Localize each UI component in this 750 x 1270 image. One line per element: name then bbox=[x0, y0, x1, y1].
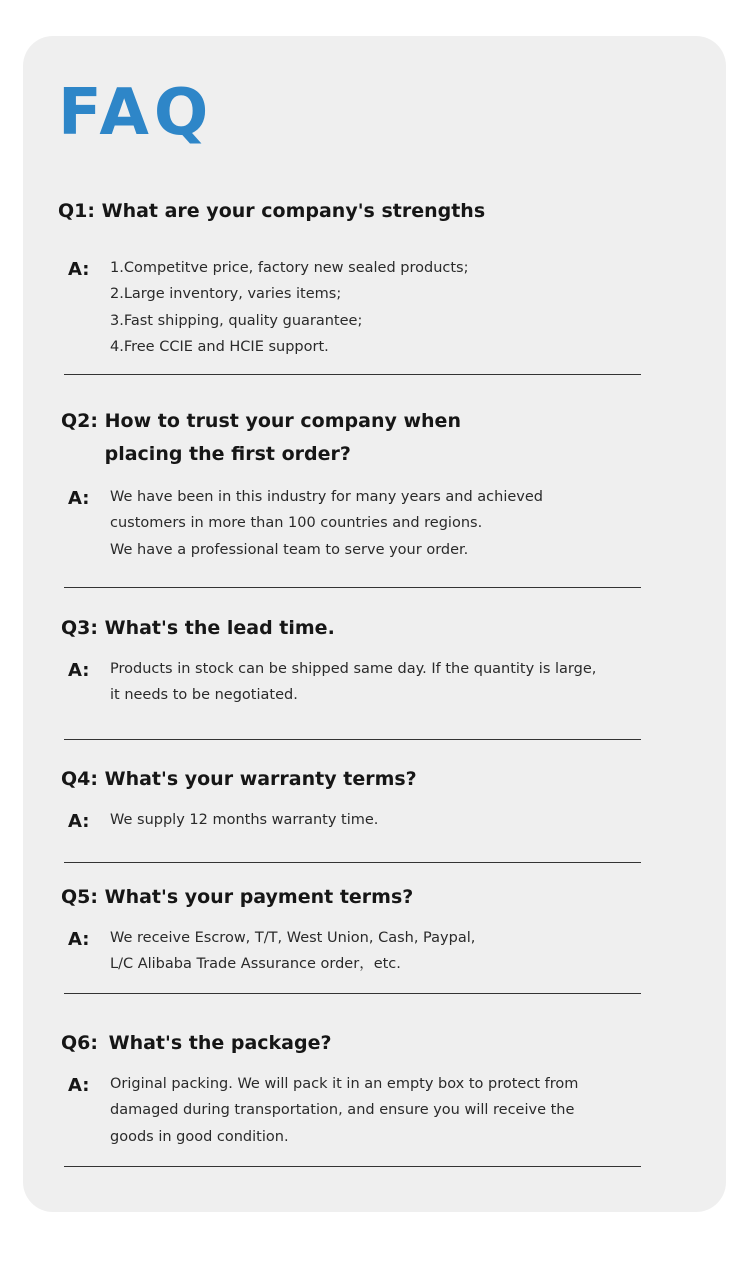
answer-line: 2.Large inventory, varies items; bbox=[110, 286, 342, 303]
answer-line: We receive Escrow, T/T, West Union, Cash, Paypal, bbox=[110, 930, 476, 946]
divider bbox=[64, 374, 641, 375]
answer-label: A: bbox=[68, 1075, 90, 1096]
question-text: What are your company's strengths bbox=[101, 200, 486, 222]
faq-answer-3 bbox=[110, 656, 650, 709]
question-label: Q5: bbox=[61, 886, 98, 908]
answer-line: We supply 12 months warranty time. bbox=[110, 812, 379, 828]
answer-line: Products in stock can be shipped same day. If the quantity is large, bbox=[110, 661, 597, 677]
faq-answer-2 bbox=[110, 484, 650, 563]
question-text: What's the lead time. bbox=[104, 617, 335, 639]
answer-label: A: bbox=[68, 660, 90, 681]
answer-line: 1.Competitve price, factory new sealed products; bbox=[110, 260, 469, 276]
divider bbox=[64, 1166, 641, 1167]
answer-line: it needs to be negotiated. bbox=[110, 687, 298, 704]
question-label: Q4: bbox=[61, 768, 98, 790]
answer-line: Original packing. We will pack it in an empty box to protect from bbox=[110, 1076, 579, 1092]
answer-line: We have a professional team to serve your order. bbox=[110, 541, 469, 558]
question-label: Q2: bbox=[61, 410, 98, 432]
answer-label: A: bbox=[68, 811, 90, 832]
question-label: Q6: bbox=[61, 1032, 98, 1054]
question-label: Q3: bbox=[61, 617, 98, 639]
answer-line: goods in good condition. bbox=[110, 1128, 289, 1145]
faq-question-6 bbox=[61, 1027, 332, 1060]
question-label: Q1: bbox=[58, 200, 95, 222]
faq-answer-1 bbox=[110, 255, 650, 360]
divider bbox=[64, 862, 641, 863]
answer-label: A: bbox=[68, 929, 90, 950]
page-title: FAQ bbox=[58, 76, 214, 150]
answer-line: damaged during transportation, and ensure you will receive the bbox=[110, 1102, 575, 1119]
faq-question-1 bbox=[58, 195, 485, 228]
divider bbox=[64, 993, 641, 994]
answer-line: 4.Free CCIE and HCIE support. bbox=[110, 338, 329, 355]
faq-answer-6 bbox=[110, 1071, 650, 1150]
answer-line: We have been in this industry for many years and achieved bbox=[110, 489, 543, 505]
divider bbox=[64, 739, 641, 740]
faq-question-3 bbox=[61, 612, 335, 645]
answer-line: customers in more than 100 countries and regions. bbox=[110, 515, 483, 532]
answer-label: A: bbox=[68, 488, 90, 509]
question-text: What's your payment terms? bbox=[104, 886, 414, 908]
faq-question-4 bbox=[61, 763, 417, 796]
faq-answer-5 bbox=[110, 925, 650, 978]
divider bbox=[64, 587, 641, 588]
faq-question-2 bbox=[61, 405, 545, 471]
answer-label: A: bbox=[68, 259, 90, 280]
answer-line: 3.Fast shipping, quality guarantee; bbox=[110, 312, 363, 329]
answer-line: L/C Alibaba Trade Assurance order，etc. bbox=[110, 956, 401, 973]
faq-question-5 bbox=[61, 881, 413, 914]
question-text: How to trust your company when placing the first order? bbox=[104, 410, 461, 465]
faq-answer-4 bbox=[110, 807, 650, 833]
question-text: What's your warranty terms? bbox=[104, 768, 417, 790]
question-text: What's the package? bbox=[108, 1032, 332, 1054]
